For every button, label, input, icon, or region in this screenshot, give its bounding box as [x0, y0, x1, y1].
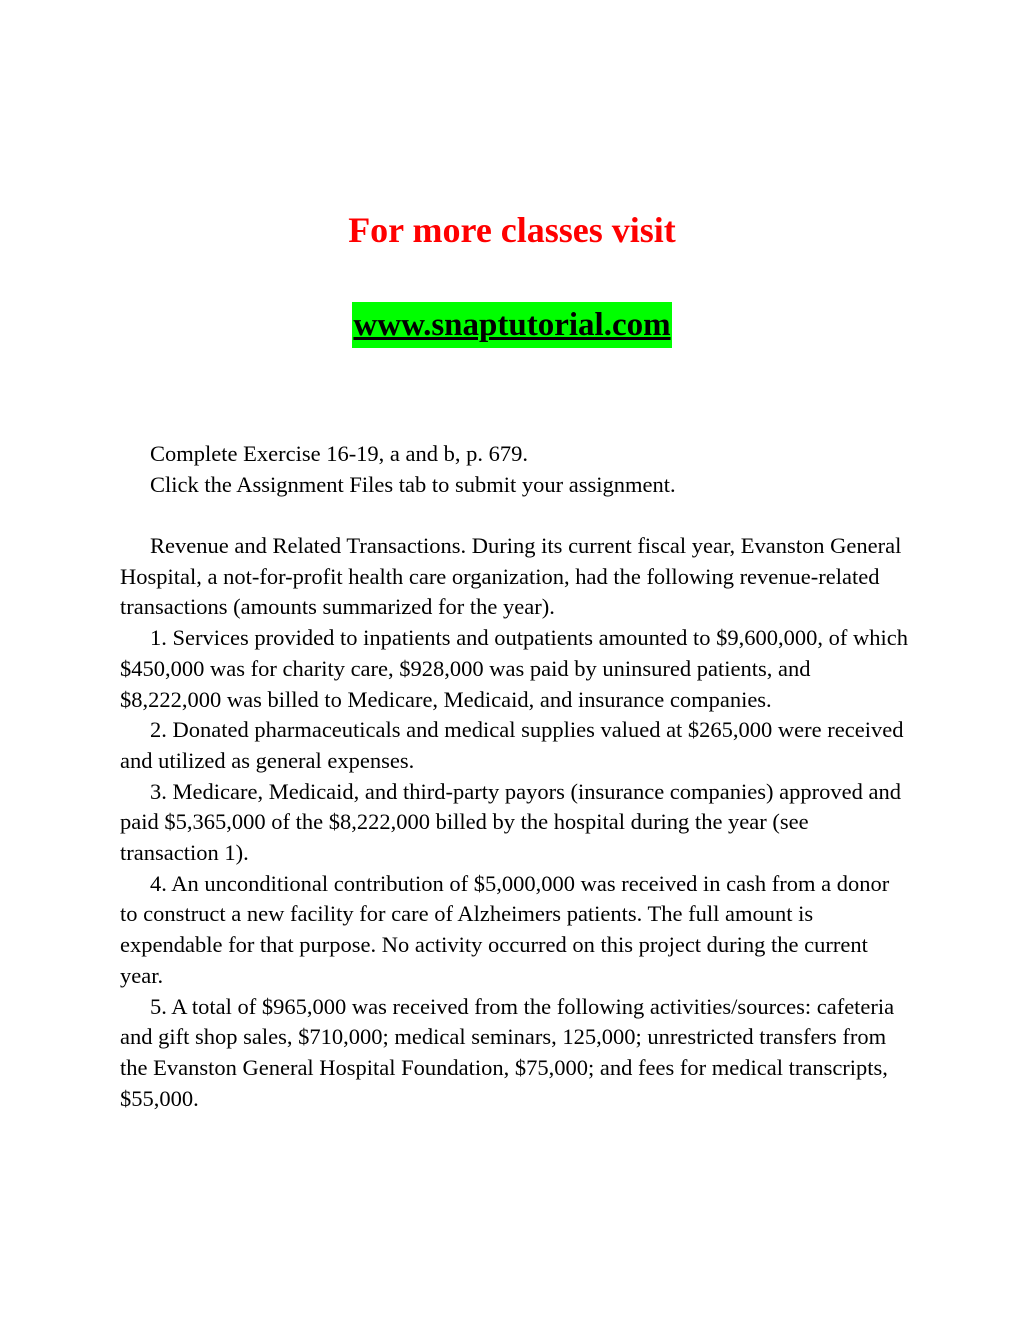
instruction-line: Click the Assignment Files tab to submit your assignment. — [150, 471, 676, 497]
promo-link-container — [0, 302, 1024, 348]
exercise-content — [120, 531, 910, 1114]
transaction-item: 3. Medicare, Medicaid, and third-party payors (insurance companies) approved and paid $5,365,000 of the $8,222,000 billed by the hospital during the year (see transaction 1). — [120, 778, 901, 866]
exercise-intro: Revenue and Related Transactions. During its current fiscal year, Evanston General Hospital, a not-for-profit health care organization, had the following revenue-related transactions (amounts summarized for the year). — [120, 533, 902, 620]
promo-website-link[interactable]: www.snaptutorial.com — [352, 302, 671, 348]
instruction-line: Complete Exercise 16-19, a and b, p. 679. — [150, 441, 529, 466]
transaction-item: 4. An unconditional contribution of $5,000,000 was received in cash from a donor to construct a new facility for care of Alzheimers patients. The full amount is expendable for that purpose. No activity occurred on this project during the current year. — [120, 870, 890, 988]
transaction-item: 1. Services provided to inpatients and outpatients amounted to $9,600,000, of which $450,000 was for charity care, $928,000 was paid by uninsured patients, and $8,222,000 was billed to Medicare, Medicaid, and insurance companies. — [120, 625, 908, 712]
promo-title: For more classes visit — [348, 210, 676, 250]
transaction-item: 2. Donated pharmaceuticals and medical supplies valued at $265,000 were received and utilized as general expenses. — [120, 717, 904, 773]
instructions-section — [120, 439, 910, 500]
transaction-item: 5. A total of $965,000 was received from the following activities/sources: cafeteria and gift shop sales, $710,000; medical seminars, 125,000; unrestricted transfers from the Evanston General Hospital Foundation, $75,000; and fees for medical transcripts, $55,000. — [120, 993, 895, 1111]
